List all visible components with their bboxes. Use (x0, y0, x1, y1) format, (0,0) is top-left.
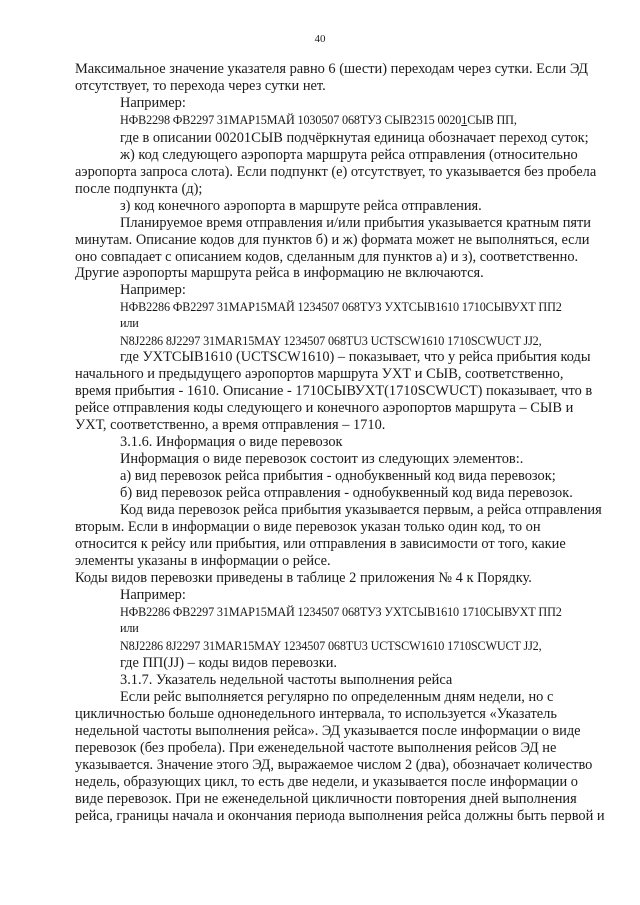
text-line: Коды видов перевозки приведены в таблице 2 приложения № 4 к Порядку. (75, 570, 532, 586)
text-line: недельной частоты выполнения рейса». ЭД указывается после информации о виде (75, 723, 581, 739)
text-line: после подпункта (д); (75, 181, 203, 197)
text-line: Например: (120, 587, 186, 603)
text-line: где в описании 00201СЫВ подчёркнутая единица обозначает переход суток; (120, 130, 589, 146)
text-line: вторым. Если в информации о виде перевозок указан только один код, то он (75, 519, 541, 535)
example-code-line (120, 114, 517, 126)
text-line: оно совпадает с описанием кодов, сделанным для пунктов а) и з), соответственно. (75, 249, 579, 265)
text-line: ж) код следующего аэропорта маршрута рейса отправления (относительно (120, 147, 578, 163)
text-line: Например: (120, 282, 186, 298)
text-line: указывается. Значение этого ЭД, выражаемое числом 2 (два), обозначает количество (75, 757, 593, 773)
text-line: Другие аэропорты маршрута рейса в информацию не включаются. (75, 265, 484, 281)
example-code-line: N8J2286 8J2297 31MAR15MAY 1234507 068TU3 UCTSCW1610 1710SCWUCT JJ2, (120, 639, 542, 653)
text-line: рейсе отправления коды следующего и конечного аэропортов маршрута – СЫВ и (75, 400, 574, 416)
text-line: Информация о виде перевозок состоит из следующих элементов:. (120, 451, 524, 467)
text-line: Например: (120, 95, 186, 111)
text-line: Если рейс выполняется регулярно по определенным дням недели, но с (120, 689, 554, 705)
text-line: где ПП(JJ) – коды видов перевозки. (120, 655, 338, 671)
text-line: Планируемое время отправления и/или прибытия указывается кратным пяти (120, 215, 592, 231)
text-line: отсутствует, то перехода через сутки нет. (75, 78, 326, 94)
example-code-line: НФВ2286 ФВ2297 31МАР15МАЙ 1234507 068ТУЗ УХТСЫВ1610 1710СЫВУХТ ПП2 (120, 605, 562, 619)
section-heading: 3.1.6. Информация о виде перевозок (120, 434, 343, 450)
text-line: Максимальное значение указателя равно 6 (шести) переходам через сутки. Если ЭД (75, 61, 588, 77)
example-code-part: НФВ2298 ФВ2297 31МАР15МАЙ 1030507 068ТУЗ СЫВ2315 0020 (120, 113, 462, 127)
text-line: виде перевозок. При не еженедельной цикличности повторения дней выполнения (75, 791, 577, 807)
text-line: УХТ, соответственно, а время отправления – 1710. (75, 417, 386, 433)
text-line: начального и предыдущего аэропортов маршрута УХТ и СЫВ, соответственно, (75, 366, 564, 382)
text-line: Код вида перевозок рейса прибытия указывается первым, а рейса отправления (120, 502, 602, 518)
text-line: элементы указаны в информации о рейсе. (75, 553, 331, 569)
text-line: или (120, 621, 139, 635)
example-code-line: N8J2286 8J2297 31MAR15MAY 1234507 068TU3 UCTSCW1610 1710SCWUCT JJ2, (120, 334, 542, 348)
underlined-digit: 1 (461, 113, 468, 127)
section-heading: 3.1.7. Указатель недельной частоты выполнения рейса (120, 672, 453, 688)
text-line: а) вид перевозок рейса прибытия - однобуквенный код вида перевозок; (120, 468, 556, 484)
text-line: цикличностью больше однонедельного интервала, то используется «Указатель (75, 706, 557, 722)
text-line: минутам. Описание кодов для пунктов б) и ж) формата может не выполняться, если (75, 232, 590, 248)
text-line: аэропорта запроса слота). Если подпункт (е) отсутствует, то указывается без пробела (75, 164, 597, 180)
text-line: рейса, границы начала и окончания периода выполнения рейса должны быть первой и (75, 808, 605, 824)
text-line: относится к рейсу или прибытия, или отправления в зависимости от того, какие (75, 536, 566, 552)
text-line: перевозок (без пробела). При еженедельной частоте выполнения рейсов ЭД не (75, 740, 557, 756)
example-code-line: НФВ2286 ФВ2297 31МАР15МАЙ 1234507 068ТУЗ УХТСЫВ1610 1710СЫВУХТ ПП2 (120, 300, 562, 314)
text-line: б) вид перевозок рейса отправления - однобуквенный код вида перевозок. (120, 485, 573, 501)
text-line: время прибытия - 1610. Описание - 1710СЫВУХТ(1710SCWUCT) показывает, что в (75, 383, 593, 399)
page-number: 40 (314, 33, 326, 45)
example-code-part: СЫВ ПП, (467, 113, 517, 127)
text-line: недель, образующих цикл, то есть две недели, и указывается после информации о (75, 774, 578, 790)
text-line: где УХТСЫВ1610 (UCTSCW1610) – показывает, что у рейса прибытия коды (120, 349, 591, 365)
text-line: или (120, 316, 139, 330)
text-line: з) код конечного аэропорта в маршруте рейса отправления. (120, 198, 482, 214)
